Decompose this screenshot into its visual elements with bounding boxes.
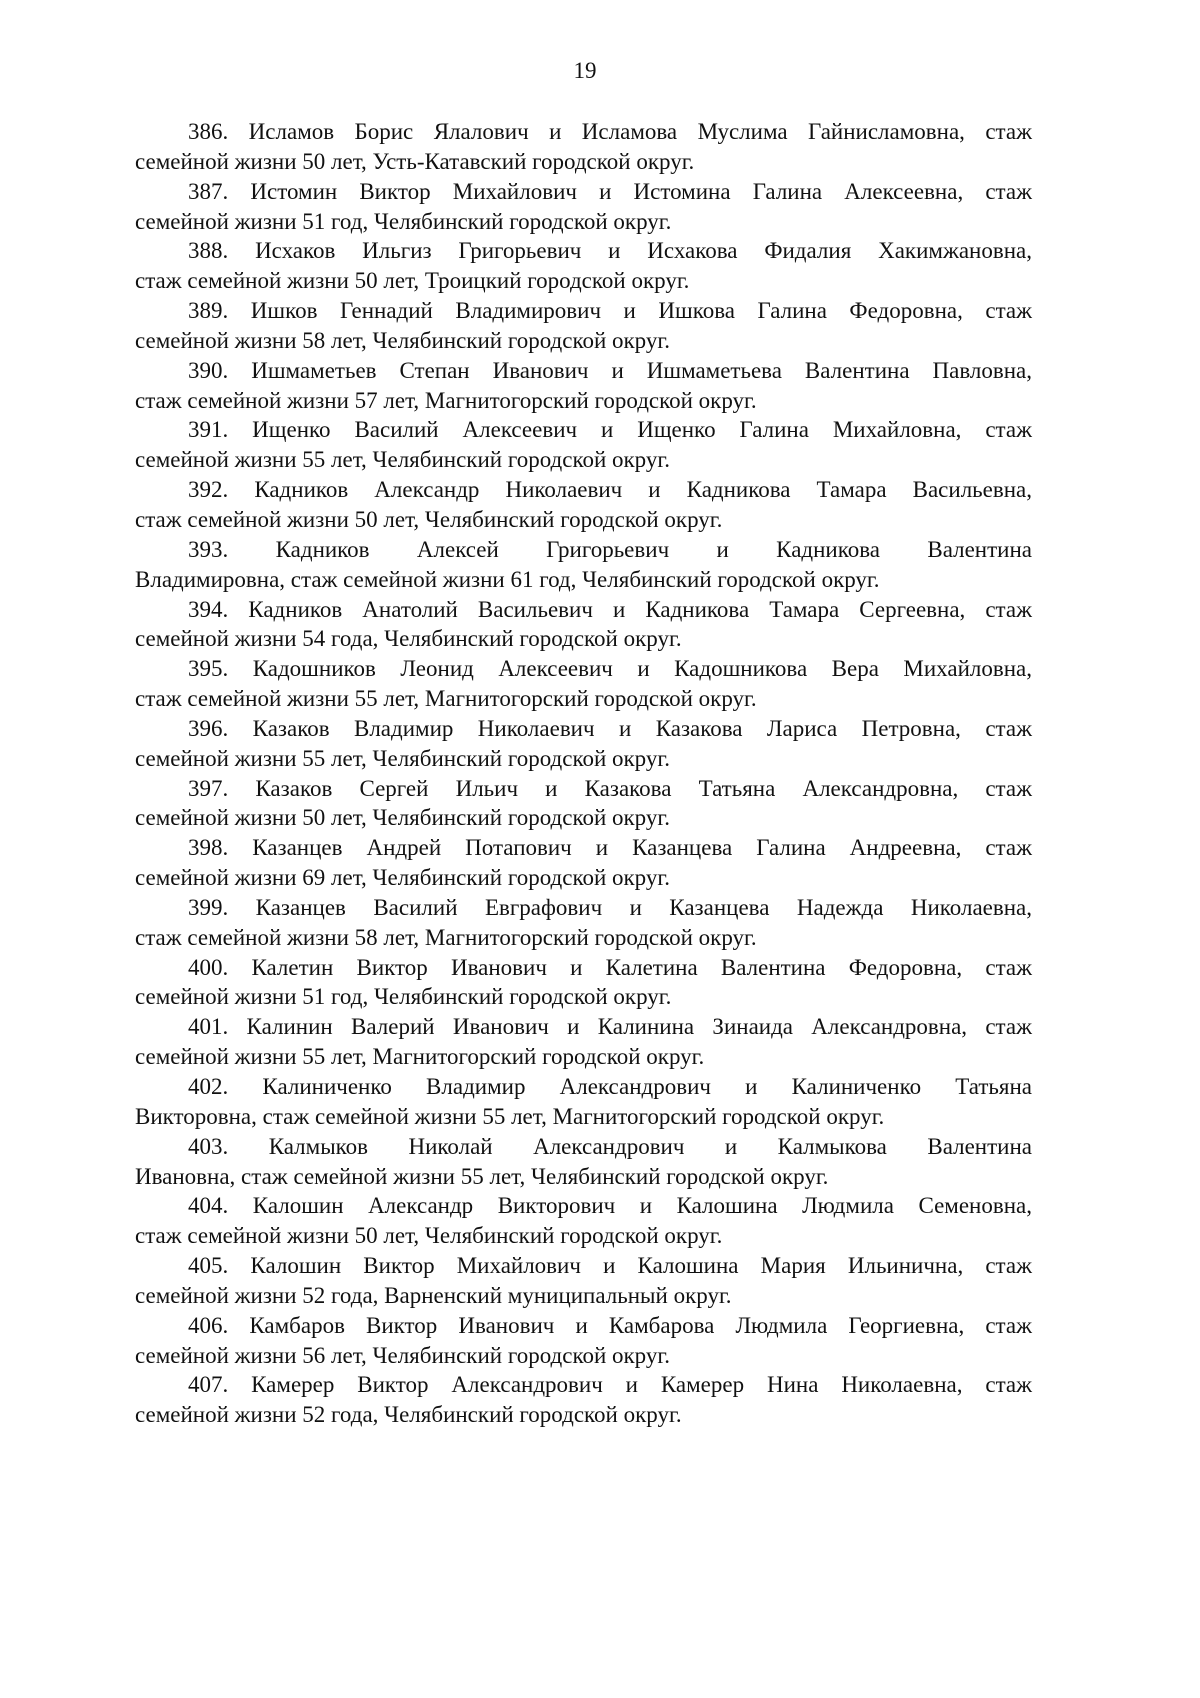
- list-item: [135, 117, 1032, 177]
- entry-line-first: 401. Калинин Валерий Иванович и Калинина Зинаида Александровна, стаж: [188, 1014, 1032, 1040]
- entry-line-second: стаж семейной жизни 50 лет, Челябинский городской округ.: [135, 506, 723, 532]
- entry-line-first: 397. Казаков Сергей Ильич и Казакова Татьяна Александровна, стаж: [188, 775, 1032, 801]
- entry-line-first: 394. Кадников Анатолий Васильевич и Кадникова Тамара Сергеевна, стаж: [188, 596, 1032, 622]
- entry-line-first: 392. Кадников Александр Николаевич и Кадникова Тамара Васильевна,: [188, 477, 1032, 503]
- entry-line-first: 406. Камбаров Виктор Иванович и Камбарова Людмила Георгиевна, стаж: [188, 1312, 1032, 1338]
- entry-line-second: семейной жизни 54 года, Челябинский городской округ.: [135, 626, 682, 652]
- entry-line-second: семейной жизни 69 лет, Челябинский городской округ.: [135, 865, 670, 891]
- entry-line-second: Владимировна, стаж семейной жизни 61 год, Челябинский городской округ.: [135, 566, 880, 592]
- entry-line-first: 390. Ишмаметьев Степан Иванович и Ишмаметьева Валентина Павловна,: [188, 357, 1032, 383]
- list-item: [135, 296, 1032, 356]
- list-item: [135, 595, 1032, 655]
- entry-line-first: 407. Камерер Виктор Александрович и Камерер Нина Николаевна, стаж: [188, 1372, 1032, 1398]
- entry-line-first: 396. Казаков Владимир Николаевич и Казакова Лариса Петровна, стаж: [188, 715, 1032, 741]
- list-item: [135, 714, 1032, 774]
- list-item: [135, 475, 1032, 535]
- entry-line-second: семейной жизни 56 лет, Челябинский городской округ.: [135, 1342, 670, 1368]
- entry-line-first: 386. Исламов Борис Ялалович и Исламова Муслима Гайнисламовна, стаж: [188, 119, 1032, 144]
- list-item: [135, 415, 1032, 475]
- list-item: [135, 774, 1032, 834]
- list-item: [135, 893, 1032, 953]
- entry-line-first: 395. Кадошников Леонид Алексеевич и Кадошникова Вера Михайловна,: [188, 656, 1032, 682]
- list-item: [135, 535, 1032, 595]
- entry-line-first: 402. Калиниченко Владимир Александрович и Калиниченко Татьяна: [188, 1074, 1032, 1099]
- list-item: [135, 236, 1032, 296]
- entry-line-first: 400. Калетин Виктор Иванович и Калетина Валентина Федоровна, стаж: [188, 954, 1032, 980]
- entry-line-first: 387. Истомин Виктор Михайлович и Истомина Галина Алексеевна, стаж: [188, 178, 1032, 204]
- entry-line-second: стаж семейной жизни 57 лет, Магнитогорский городской округ.: [135, 387, 757, 413]
- list-item: [135, 1191, 1032, 1251]
- entry-line-first: 398. Казанцев Андрей Потапович и Казанцева Галина Андреевна, стаж: [188, 835, 1032, 861]
- list-item: [135, 1251, 1032, 1311]
- list-item: [135, 177, 1032, 237]
- entry-line-second: семейной жизни 55 лет, Челябинский городской округ.: [135, 447, 670, 473]
- entry-line-second: семейной жизни 50 лет, Усть-Катавский городской округ.: [135, 148, 695, 174]
- entry-line-second: семейной жизни 52 года, Варненский муниципальный округ.: [135, 1282, 732, 1308]
- entry-line-second: Ивановна, стаж семейной жизни 55 лет, Челябинский городской округ.: [135, 1163, 829, 1189]
- entry-line-first: 391. Ищенко Василий Алексеевич и Ищенко Галина Михайловна, стаж: [188, 417, 1032, 443]
- list-item: [135, 1311, 1032, 1371]
- entry-line-second: семейной жизни 55 лет, Челябинский городской округ.: [135, 745, 670, 771]
- entry-line-first: 388. Исхаков Ильгиз Григорьевич и Исхакова Фидалия Хакимжановна,: [188, 238, 1032, 264]
- entry-line-second: стаж семейной жизни 50 лет, Челябинский городской округ.: [135, 1223, 723, 1249]
- entry-line-second: Викторовна, стаж семейной жизни 55 лет, Магнитогорский городской округ.: [135, 1103, 885, 1129]
- list-item: [135, 1012, 1032, 1072]
- list-item: [135, 654, 1032, 714]
- entry-line-second: семейной жизни 52 года, Челябинский городской округ.: [135, 1402, 682, 1428]
- page-number: 19: [573, 58, 597, 83]
- entry-line-second: семейной жизни 55 лет, Магнитогорский городской округ.: [135, 1044, 705, 1070]
- entry-line-second: стаж семейной жизни 50 лет, Троицкий городской округ.: [135, 268, 690, 294]
- entry-line-first: 389. Ишков Геннадий Владимирович и Ишкова Галина Федоровна, стаж: [188, 298, 1032, 324]
- entry-line-second: стаж семейной жизни 55 лет, Магнитогорский городской округ.: [135, 686, 757, 712]
- entry-list: [135, 117, 1032, 1430]
- entry-line-first: 393. Кадников Алексей Григорьевич и Кадникова Валентина: [188, 536, 1032, 562]
- list-item: [135, 1072, 1032, 1132]
- list-item: [135, 1370, 1032, 1430]
- entry-line-second: семейной жизни 58 лет, Челябинский городской округ.: [135, 327, 670, 353]
- list-item: [135, 1132, 1032, 1192]
- entry-line-first: 405. Калошин Виктор Михайлович и Калошина Мария Ильинична, стаж: [188, 1253, 1032, 1279]
- entry-line-first: 399. Казанцев Василий Евграфович и Казанцева Надежда Николаевна,: [188, 894, 1032, 920]
- entry-line-first: 403. Калмыков Николай Александрович и Калмыкова Валентина: [188, 1133, 1032, 1159]
- entry-line-second: семейной жизни 50 лет, Челябинский городской округ.: [135, 805, 670, 831]
- list-item: [135, 953, 1032, 1013]
- list-item: [135, 356, 1032, 416]
- entry-line-first: 404. Калошин Александр Викторович и Калошина Людмила Семеновна,: [188, 1193, 1032, 1219]
- entry-line-second: семейной жизни 51 год, Челябинский городской округ.: [135, 208, 672, 234]
- list-item: [135, 833, 1032, 893]
- entry-line-second: стаж семейной жизни 58 лет, Магнитогорский городской округ.: [135, 924, 757, 950]
- entry-line-second: семейной жизни 51 год, Челябинский городской округ.: [135, 984, 672, 1010]
